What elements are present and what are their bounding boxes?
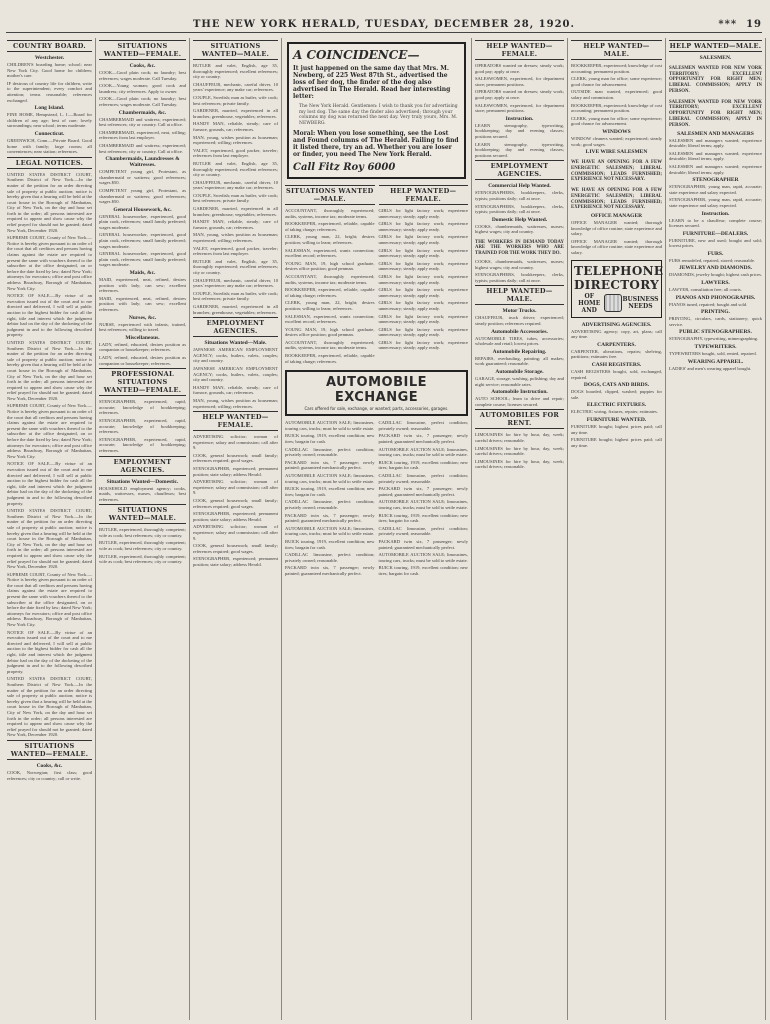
classified-ad: YOUNG MAN, 19, high school graduate, desires office position; good penman. [285, 326, 375, 338]
classified-ad: FINE HOME, Hempstead, L. I.—Board for children of any age; best of care; lovely surroundings; near school; terms moderate. [7, 112, 92, 129]
classified-ad: AUTO SCHOOL; learn to drive and repair; complete course; licenses secured. [475, 396, 564, 407]
subsection-header: Cooks, &c. [129, 63, 156, 69]
classified-ad: SALESWOMEN, experienced, for department store; permanent positions. [475, 76, 564, 87]
classified-ad: HOUSEHOLD employment agency; cooks, maids, waitresses, nurses, chauffeurs; best references. [99, 485, 186, 502]
classified-ad-caps: THE WORKERS IN DEMAND TODAY ARE THE WORKERS WHO ARE TRAINED FOR THE WORK THEY DO. [475, 239, 564, 257]
classified-ad: STENOGRAPHERS, bookkeepers, clerks, typists; positions daily; call at once. [475, 203, 564, 215]
classified-ad: SALESMEN and managers wanted; experience desirable; liberal terms; apply. [669, 150, 762, 162]
classified-ad: PIANOS tuned, repaired; bought and sold. [669, 301, 748, 307]
classified-ad: JAPANESE AMERICAN EMPLOYMENT AGENCY; cooks, butlers, valets, couples; city and country. [193, 347, 278, 364]
classified-ad: CLERK, young man, 22, bright; desires position; willing to learn; references. [285, 234, 375, 245]
subsection-header: TYPEWRITERS. [694, 344, 737, 351]
classified-ad: BUICK touring, 1919, excellent condition; new tires; bargain for cash. [378, 565, 468, 576]
classified-ad: AUTOMOBILE TIRES, tubes, accessories; wholesale and retail; lowest prices. [475, 335, 564, 347]
classified-ad: COMPETENT young girl, Protestant, as chambermaid or waitress; good references; wages $50. [99, 187, 186, 205]
telephone-book-icon [604, 294, 621, 312]
classified-ad: GIRLS for light factory work; experience unnecessary; steady; apply ready. [378, 300, 468, 311]
ad-letter: The New York Herald. Gentlemen: I wish to thank you for advertising my lost dog. The same day the finder also advertised; through your columns my dog was returned the next day. Very truly yours, Mrs. M. NEWBERG. [299, 104, 458, 126]
subsection-header: Automobile Storage. [495, 369, 544, 375]
classified-ad: BUICK touring, 1919, excellent condition; new tires; bargain for cash. [378, 512, 468, 524]
subsection-header: SALESMEN. [699, 55, 732, 61]
page-number: 19 [746, 18, 762, 30]
subsection-header: Automobile Repairing. [492, 348, 547, 355]
classified-ad: CHAMBERMAID, experienced, neat, willing; references from last employer. [99, 129, 186, 141]
section-header: HELP WANTED—FEMALE. [193, 411, 278, 431]
subsection-header: Instruction. [701, 210, 730, 217]
classified-ad: AUTOMOBILE AUCTION SALE; limousines, touring cars, trucks; must be sold to settle estate. [378, 552, 468, 563]
subsection-header: Situations Wanted—Domestic. [106, 478, 179, 485]
subsection-header: Domestic Help Wanted. [491, 216, 548, 223]
classified-ad: ADVERTISING solicitor; woman of experience; salary and commission; call after 9. [193, 434, 278, 451]
column-6 [568, 38, 666, 1020]
classified-ad: CHAUFFEUR, mechanic, careful driver, 10 years' experience; any make car; references. [193, 179, 278, 191]
classified-ad: GIRLS for light factory work; experience unnecessary; steady; apply ready. [378, 208, 468, 219]
classified-ad: COUPLE, Swedish; man as butler, wife cook; best references; private family. [193, 94, 278, 106]
classified-ad: PACKARD twin six, 7 passenger; newly painted; guaranteed mechanically perfect. [378, 433, 468, 445]
column-4 [282, 38, 472, 1020]
classified-ad: LIMOUSINES for hire by hour, day, week; careful drivers; reasonable. [475, 445, 564, 457]
stars-glyph: *** [718, 18, 738, 30]
classified-ad: JAPANESE AMERICAN EMPLOYMENT AGENCY; cooks, butlers, valets, couples; city and country. [193, 365, 278, 383]
classified-ad: BUICK touring, 1919, excellent condition; new tires; bargain for cash. [285, 433, 375, 445]
subsection-header: Nurses, &c. [128, 314, 157, 321]
column-4a [285, 183, 375, 366]
subsection-header: SALESMEN AND MANAGERS [677, 130, 754, 137]
classified-ad: BUTLER and valet, English, age 35, thoroughly experienced; excellent references; city or country. [193, 258, 278, 275]
classified-ad: COUPLE, Swedish; man as butler, wife cook; best references; private family. [193, 192, 278, 204]
subtitle-left: OF HOME AND [578, 292, 601, 314]
legal-notice: UNITED STATES DISTRICT COURT, Southern District of New York.—In the matter of the petition for an order directing sale of property at public auction; notice is hereby given that a hearing will be held at the court house in the Borough of Manhattan, City of New York, on the day and hour set forth in the order; all persons interested are required to appear and show cause why the relief prayed for should not be granted; dated New York, December 1920. [7, 171, 92, 233]
subsection-header: FURNITURE—DEALERS. [682, 230, 749, 237]
classified-ad: LADY, refined, educated, desires position as companion or housekeeper; references. [99, 341, 186, 353]
classified-ad: WINDOW cleaners wanted; experienced; steady work; good wages. [571, 135, 662, 147]
subtitle-right: BUSINESS NEEDS [622, 296, 659, 311]
classified-ad: COOK—Young woman; good cook and laundress; city references. Apply to owner. [99, 83, 186, 94]
classified-ad: CASH REGISTERS bought, sold, exchanged, repaired. [571, 369, 662, 380]
subsection-header: Westchester. [34, 55, 65, 61]
classified-ad: HANDY MAN, reliable, steady; care of furnace, grounds, car; references. [193, 121, 278, 132]
classified-ad: FURNITURE bought; highest prices paid; call any time. [571, 424, 662, 435]
section-header: SITUATIONS WANTED—MALE. [193, 40, 278, 60]
classified-ad: ADVERTISING solicitor; woman of experience; salary and commission; call after 9. [193, 524, 278, 541]
subsection-header: STENOGRAPHER [692, 177, 739, 184]
classified-ad: STENOGRAPHERS, bookkeepers, clerks, typists; positions daily; call at once. [475, 272, 564, 283]
classified-ad: LEARN stenography, typewriting, bookkeeping; day and evening classes; positions secured. [475, 122, 564, 139]
classified-ad: PACKARD twin six, 7 passenger; newly painted; guaranteed mechanically perfect. [285, 565, 375, 576]
ad-title: A COINCIDENCE— [293, 48, 420, 62]
classified-ad: AUTOMOBILE AUCTION SALE; limousines, touring cars, trucks; must be sold to settle estate. [285, 420, 375, 431]
classified-ad: COOK, general housework; small family; references required; good wages. [193, 543, 278, 554]
subsection-header: Automobile Accessories. [491, 328, 548, 335]
section-header: AUTOMOBILES FOR RENT. [475, 409, 564, 429]
subsection-header: PUBLIC STENOGRAPHERS. [679, 329, 752, 336]
subsection-header: Instruction. [505, 115, 534, 122]
subsection-header: ELECTRIC FIXTURES. [586, 402, 647, 409]
classified-ad: BOOKKEEPER, experienced, reliable, capable of taking charge; references. [285, 221, 375, 232]
section-header: SITUATIONS WANTED—FEMALE. [7, 740, 92, 760]
ad-call-to-action: Call Fitz Roy 6000 [293, 162, 396, 173]
classified-ad: VALET, experienced, good packer, traveler; references from last employer. [193, 147, 278, 159]
auto-column-right [379, 420, 469, 578]
classified-ad: CLERK, young man, 22, bright; desires position; willing to learn; references. [285, 300, 375, 311]
masthead-title: THE NEW YORK HERALD, TUESDAY, DECEMBER 28, 1920. [192, 18, 575, 30]
section-header: EMPLOYMENT AGENCIES. [193, 317, 278, 337]
classified-ad: GIRLS for light factory work; experience unnecessary; steady; apply ready. [378, 234, 468, 245]
classified-ad: GARDENER, married, experienced in all branches; greenhouse, vegetables; references. [193, 303, 278, 315]
section-header: EMPLOYMENT AGENCIES. [475, 160, 564, 180]
masthead [6, 16, 762, 33]
classified-ad: AUTOMOBILE AUCTION SALE; limousines, touring cars, trucks; must be sold to settle estate. [285, 473, 375, 484]
column-3 [190, 38, 282, 1020]
classified-ad: REPAIRS, overhauling, painting; all makes; work guaranteed; reasonable. [475, 355, 564, 367]
classified-ad: ACCOUNTANT, thoroughly experienced; audits, systems, income tax; moderate terms. [285, 339, 375, 351]
classified-ad: COUPLE, Swedish; man as butler, wife cook; best references; private family. [193, 290, 278, 302]
telephone-directory-title: TELEPHONE DIRECTORY [574, 263, 664, 292]
classified-ad: GENERAL houseworker, experienced, good plain cook, references; small family preferred; wages moderate. [99, 213, 186, 230]
classified-ad: GIRLS for light factory work; experience unnecessary; steady; apply ready. [378, 326, 468, 338]
classified-ad: CLERK, young man for office; some experience; good chance for advancement. [571, 115, 662, 127]
classified-ad: ACCOUNTANT, thoroughly experienced; audits, systems, income tax; moderate terms. [285, 208, 375, 219]
classified-ad: STENOGRAPHER, experienced; permanent position; state salary; address Herald. [193, 466, 278, 477]
classified-ad: COMPETENT young girl, Protestant, as chambermaid or waitress; good references; wages $50. [99, 169, 186, 186]
classified-ad: CADILLAC limousine, perfect condition; privately owned; reasonable. [378, 525, 468, 537]
classified-ad: BUTLER, experienced, thoroughly competent; wife as cook; best references; city or country. [99, 540, 186, 552]
classified-ad: CHAUFFEUR, truck driver; experienced; steady position; references required. [475, 315, 564, 327]
classified-ad: HANDY MAN, reliable, steady; care of furnace, grounds, car; references. [193, 384, 278, 396]
classified-ad: STENOGRAPHER, young man, rapid, accurate; state experience and salary expected. [669, 184, 762, 195]
section-header: HELP WANTED—MALE. [475, 285, 564, 305]
classified-ad: GIRLS for light factory work; experience unnecessary; steady; apply ready. [378, 339, 468, 351]
classified-ad: BOOKKEEPER, experienced; knowledge of cost accounting; permanent position. [571, 102, 662, 114]
classified-ad: SALESMAN, experienced, wants connection; excellent record; references. [285, 247, 375, 259]
classified-ad: CADILLAC limousine, perfect condition; privately owned; reasonable. [285, 446, 375, 458]
classified-ad: PACKARD twin six, 7 passenger; newly painted; guaranteed mechanically perfect. [378, 538, 468, 550]
auto-column-left [285, 420, 375, 578]
classified-ad: COOK, general housework; small family; references required; good wages. [193, 452, 278, 464]
classified-ad: STENOGRAPHER, young man, rapid, accurate; state experience and salary expected. [669, 197, 762, 208]
subsection-header: JEWELRY AND DIAMONDS. [678, 265, 753, 272]
classified-ad: LADIES' and men's wearing apparel bought. [669, 365, 752, 371]
classified-ad: CHAMBERMAID and waitress; experienced; best references; city or country. Call at office. [99, 142, 186, 154]
classified-ad: DOGS boarded, clipped, washed; puppies for sale. [571, 389, 662, 400]
classified-ad: COOK, Norwegian; first class; good references; city or country; call or write. [7, 769, 92, 781]
classified-ad: OPERATORS wanted on dresses; steady work; good pay; apply at once. [475, 63, 564, 74]
classified-ad: STENOGRAPHER, experienced; permanent position; state salary; address Herald. [193, 556, 278, 567]
telephone-directory-subtitle [574, 293, 659, 314]
classified-ad: SALESMEN and managers wanted; experience desirable; liberal terms; apply. [669, 163, 762, 175]
classified-ad: YOUNG MAN, 19, high school graduate, desires office position; good penman. [285, 260, 375, 272]
subsection-header: Commercial Help Wanted. [488, 183, 551, 190]
classified-ad: BOOKKEEPER, experienced, reliable, capable of taking charge; references. [285, 353, 375, 364]
classified-ad: OFFICE MANAGER wanted; thorough knowledge of office routine; state experience and salary. [571, 238, 662, 256]
classified-ad: CADILLAC limousine, perfect condition; privately owned; reasonable. [378, 420, 468, 431]
classified-ad: OUTSIDE man wanted, experienced; good salary and commission. [571, 89, 662, 100]
classified-ad: IF desirous of country life for children, write to the superintendent; every comfort and attention; terms reasonable; references exchanged. [7, 80, 92, 103]
classified-ad: BUTLER and valet, English, age 35, thoroughly experienced; excellent references; city or country. [193, 160, 278, 178]
classified-ad: GARAGE, storage, washing, polishing; day and night service; reasonable rates. [475, 376, 564, 387]
classified-ad: BUTLER and valet, English, age 35, thoroughly experienced; excellent references; city or country. [193, 63, 278, 80]
classified-ad: SALESWOMEN, experienced, for department store; permanent positions. [475, 102, 564, 114]
column-5 [472, 38, 568, 1020]
classified-ad: CHILDREN'S boarding home; school; near New York City. Good home for children; mother's care. [7, 62, 92, 79]
classified-ad: LEARN stenography, typewriting, bookkeeping; day and evening classes; positions secured. [475, 141, 564, 158]
classified-ad: COOK—Good plain cook; no laundry; best references; wages moderate. Call Tuesday. [99, 70, 186, 81]
classified-ad-caps: WE HAVE AN OPENING FOR A FEW ENERGETIC SALESMEN; LIBERAL COMMISSION; LEADS FURNISHED; EXPERIENCE NOT NECESSARY. [571, 187, 662, 211]
classified-ad: CHAUFFEUR, mechanic, careful driver, 10 years' experience; any make car; references. [193, 277, 278, 289]
subsection-header: Long Island. [34, 105, 65, 112]
legal-notice: UNITED STATES DISTRICT COURT, Southern District of New York.—In the matter of the petition for an order directing sale of property at public auction; notice is hereby given that a hearing will be held at the court house in the Borough of Manhattan, City of New York, on the day and hour set forth in the order; all persons interested are required to appear and show cause why the relief prayed for should not be granted; dated New York, December 1920. [7, 508, 92, 570]
classified-ad: LAWYER, consultation free; all courts. [669, 287, 742, 293]
telephone-directory-banner [571, 260, 662, 318]
ad-body: It just happened on the same day that Mrs. M. Newberg, of 225 West 87th St., advertised the loss of her dog, the finder of the dog also advertised in The Herald. Read her interesting letter: [293, 65, 451, 100]
classified-ad: FURS remodeled, repaired, stored; reasonable. [669, 257, 756, 263]
classified-ad: ACCOUNTANT, thoroughly experienced; audits, systems, income tax; moderate terms. [285, 273, 375, 285]
classified-ad: STENOGRAPHERS, bookkeepers, clerks, typists; positions daily; call at once. [475, 190, 564, 201]
classified-ad: FURNITURE, new and used; bought and sold; lowest prices. [669, 237, 762, 249]
classified-ad: GENERAL houseworker, experienced, good plain cook, references; small family preferred; wages moderate. [99, 232, 186, 249]
classified-ad: LIMOUSINES for hire by hour, day, week; careful drivers; reasonable. [475, 432, 564, 443]
classified-ad: AUTOMOBILE AUCTION SALE; limousines, touring cars, trucks; must be sold to settle estate. [378, 499, 468, 510]
automobile-exchange-banner [285, 370, 468, 416]
subsection-header: DOGS, CATS AND BIRDS. [583, 382, 650, 389]
ad-moral: Moral: When you lose something, see the Lost and Found columns of The Herald. Failing to find it listed there, try an ad. Whether you are loser or finder, you need The New York Herald. [293, 130, 459, 158]
subsection-header: WINDOWS [602, 128, 631, 135]
subsection-header: FURNITURE WANTED. [586, 417, 647, 423]
subsection-header: Miscellaneous. [125, 334, 160, 341]
classified-ad: ADVERTISING agency; copy, art, plans; call any time. [571, 328, 662, 340]
subsection-header: PRINTING. [701, 309, 730, 316]
classified-ad: ELECTRIC wiring, fixtures, repairs; estimates. [571, 409, 658, 415]
classified-ad: DIAMONDS, jewelry bought; highest cash prices. [669, 272, 763, 278]
classified-ad: CLERK, young man for office; some experience; good chance for advancement. [571, 76, 662, 87]
classified-ad: PACKARD twin six, 7 passenger; newly painted; guaranteed mechanically perfect. [285, 512, 375, 524]
banner-subtitle: Cars offered for sale, exchange, or wanted; parts, accessories, garages. [304, 406, 449, 412]
section-header: HELP WANTED—MALE. [571, 40, 662, 60]
subsection-header: WEARING APPAREL. [687, 358, 744, 365]
classified-ad: CHAUFFEUR, mechanic, careful driver, 10 years' experience; any make car; references. [193, 81, 278, 93]
section-header: SITUATIONS WANTED—FEMALE. [99, 40, 186, 60]
subsection-header: Connecticut. [34, 130, 65, 137]
classified-ad: CARPENTER, alterations, repairs; shelving, partitions; estimates free. [571, 348, 662, 360]
classified-ad: OFFICE MANAGER wanted; thorough knowledge of office routine; state experience and salary. [571, 220, 662, 237]
subsection-header: Automobile Instruction. [491, 389, 548, 396]
section-header: HELP WANTED—FEMALE. [379, 185, 469, 205]
subsection-header: Situations Wanted—Male. [204, 340, 267, 347]
classified-ad: GREENWICH, Conn.—Private Board. Good home with family; large rooms; all conveniences; near station; references. [7, 137, 92, 155]
classified-ad: STENOGRAPHER, experienced, rapid, accurate; knowledge of bookkeeping; references. [99, 436, 186, 453]
classified-ad: LADY, refined, educated, desires position as companion or housekeeper; references. [99, 354, 186, 366]
classified-ad: SALESMEN and managers wanted; experience desirable; liberal terms; apply. [669, 137, 762, 149]
classified-ad: AUTOMOBILE AUCTION SALE; limousines, touring cars, trucks; must be sold to settle estate. [378, 446, 468, 458]
legal-notice: UNITED STATES DISTRICT COURT, Southern District of New York.—In the matter of the petition for an order directing sale of property at public auction; notice is hereby given that a hearing will be held at the court house in the Borough of Manhattan, City of New York, on the day and hour set forth in the order; all persons interested are required to appear and show cause why the relief prayed for should not be granted; dated New York, December 1920. [7, 339, 92, 401]
classified-ad: PACKARD twin six, 7 passenger; newly painted; guaranteed mechanically perfect. [378, 486, 468, 497]
classified-ad: COOK—Good plain cook; no laundry; best references; wages moderate. Call Tuesday. [99, 96, 186, 107]
column-1 [4, 38, 96, 1020]
legal-notice: SUPREME COURT, County of New York.—Notice is hereby given pursuant to an order of the court that all creditors and persons having claims against the estate are required to present the same with vouchers thereof to the subscriber at the office designated, on or before the date fixed by law; dated New York; attorneys for executors; office and post office address Broadway, Borough of Manhattan, New York City. [7, 571, 92, 628]
section-header: COUNTRY BOARD. [7, 40, 92, 52]
classified-ad: MAID, experienced, neat, refined, desires position with lady; can sew; excellent references. [99, 295, 186, 312]
subsection-header: ADVERTISING AGENCIES. [581, 321, 652, 328]
classified-ad: TYPEWRITERS bought, sold, rented, repaired. [669, 351, 757, 357]
classified-ad: AUTOMOBILE AUCTION SALE; limousines, touring cars, trucks; must be sold to settle estate. [285, 525, 375, 537]
classified-ad: COOKS, chambermaids, waitresses, nurses; highest wages; city and country. [475, 223, 564, 235]
classified-ad: PRINTING, circulars, cards, stationery; quick service. [669, 316, 762, 327]
subsection-header: PIANOS AND PHONOGRAPHS. [675, 294, 756, 301]
classified-ad: MAID, experienced, neat, refined, desires position with lady; can sew; excellent references. [99, 277, 186, 294]
classified-ad: BUICK touring, 1919, excellent condition; new tires; bargain for cash. [285, 486, 375, 497]
classified-ad: BUTLER, experienced, thoroughly competent; wife as cook; best references; city or country. [99, 527, 186, 538]
classified-ad: COOKS, chambermaids, waitresses, nurses; highest wages; city and country. [475, 259, 564, 270]
classified-ad: BOOKKEEPER, experienced; knowledge of cost accounting; permanent position. [571, 63, 662, 74]
classified-ad: STENOGRAPHY, typewriting, mimeographing. [669, 336, 759, 342]
classified-ad: CADILLAC limousine, perfect condition; privately owned; reasonable. [285, 552, 375, 563]
column-7 [666, 38, 766, 1020]
classified-ad: VALET, experienced, good packer, traveler; references from last employer. [193, 245, 278, 257]
classified-ad: GIRLS for light factory work; experience unnecessary; steady; apply ready. [378, 273, 468, 285]
banner-title: AUTOMOBILE EXCHANGE [325, 375, 428, 406]
classified-ad: GENERAL houseworker, experienced, good plain cook, references; small family preferred; wages moderate. [99, 251, 186, 268]
classified-ad: BUICK touring, 1919, excellent condition; new tires; bargain for cash. [378, 459, 468, 471]
classified-ad: STENOGRAPHER, experienced, rapid, accurate; knowledge of bookkeeping; references. [99, 417, 186, 435]
classified-ad: CADILLAC limousine, perfect condition; privately owned; reasonable. [285, 499, 375, 510]
subsection-header: CASH REGISTERS. [591, 362, 642, 369]
classified-ad: OPERATORS wanted on dresses; steady work; good pay; apply at once. [475, 89, 564, 100]
classified-ad: MAN, young, wishes position as houseman; experienced; willing; references. [193, 232, 278, 244]
legal-notice: NOTICE OF SALE.—By virtue of an execution issued out of the court and to me directed and delivered, I will sell at public auction to the highest bidder for cash all the right, title and interest which the judgment debtor had on the day of the docketing of the judgment in and to the following described property. [7, 293, 92, 338]
legal-notice: NOTICE OF SALE.—By virtue of an execution issued out of the court and to me directed and delivered, I will sell at public auction to the highest bidder for cash all the right, title and interest which the judgment debtor had on the day of the docketing of the judgment in and to the following described property. [7, 461, 92, 506]
classified-ad: ADVERTISING solicitor; woman of experience; salary and commission; call after 9. [193, 479, 278, 496]
classified-ad: GIRLS for light factory work; experience unnecessary; steady; apply ready. [378, 260, 468, 272]
subsection-header: CARPENTERS. [597, 341, 636, 348]
classified-ad: COOK, general housework; small family; references required; good wages. [193, 498, 278, 509]
subsection-header: LAWYERS. [701, 280, 730, 287]
classified-ad: BOOKKEEPER, experienced, reliable, capable of taking charge; references. [285, 287, 375, 298]
classified-ad: MAN, young, wishes position as houseman; experienced; willing; references. [193, 134, 278, 146]
classified-ad: GARDENER, married, experienced in all branches; greenhouse, vegetables; references. [193, 108, 278, 119]
classified-ad: MAN, young, wishes position as houseman; experienced; willing; references. [193, 397, 278, 409]
subsection-header: Motor Trucks. [502, 308, 537, 315]
classified-ad: FURNITURE bought; highest prices paid; call any time. [571, 437, 662, 448]
subsection-header: Cooks, &c. [36, 762, 63, 769]
classified-ad: GIRLS for light factory work; experience unnecessary; steady; apply ready. [378, 247, 468, 259]
classified-ad: PACKARD twin six, 7 passenger; newly painted; guaranteed mechanically perfect. [285, 459, 375, 471]
section-header: SITUATIONS WANTED—MALE. [99, 504, 186, 524]
classified-ad: LEARN to be a chauffeur; complete course; licenses secured. [669, 217, 762, 229]
section-header: HELP WANTED—FEMALE. [475, 40, 564, 60]
section-header: PROFESSIONAL SITUATIONS WANTED—FEMALE. [99, 368, 186, 396]
subsection-header: General Housework, &c. [113, 206, 172, 213]
classified-ad-caps: SALESMEN WANTED FOR NEW YORK TERRITORY; EXCELLENT OPPORTUNITY FOR RIGHT MEN; LIBERAL COMMISSION; APPLY IN PERSON. [669, 65, 762, 94]
legal-notice: SUPREME COURT, County of New York.—Notice is hereby given pursuant to an order of the court that all creditors and persons having claims against the estate are required to present the same with vouchers thereof to the subscriber at the office designated, on or before the date fixed by law; dated New York; attorneys for executors; office and post office address Broadway, Borough of Manhattan, New York City. [7, 403, 92, 459]
classified-ad: CHAMBERMAID and waitress; experienced; best references; city or country. Call at office. [99, 116, 186, 128]
classified-ad: GIRLS for light factory work; experience unnecessary; steady; apply ready. [378, 313, 468, 325]
classified-ad: HANDY MAN, reliable, steady; care of furnace, grounds, car; references. [193, 219, 278, 230]
classified-ad: CADILLAC limousine, perfect condition; privately owned; reasonable. [378, 473, 468, 484]
subsection-header: OFFICE MANAGER [590, 213, 643, 220]
classified-ad: LIMOUSINES for hire by hour, day, week; careful drivers; reasonable. [475, 458, 564, 470]
subsection-header: Chambermaids, Laundresses & Waitresses. [105, 156, 180, 169]
classified-ad-caps: WE HAVE AN OPENING FOR A FEW ENERGETIC SALESMEN; LIBERAL COMMISSION; LEADS FURNISHED; EXPERIENCE NOT NECESSARY. [571, 159, 662, 183]
classified-ad: STENOGRAPHER, experienced, rapid, accurate; knowledge of bookkeeping; references. [99, 399, 186, 416]
masthead-page [682, 19, 762, 30]
legal-notice: SUPREME COURT, County of New York.—Notice is hereby given pursuant to an order of the court that all creditors and persons having claims against the estate are required to present the same with vouchers thereof to the subscriber at the office designated, on or before the date fixed by law; dated New York; attorneys for executors; office and post office address Broadway, Borough of Manhattan, New York City. [7, 235, 92, 291]
classified-ad: GIRLS for light factory work; experience unnecessary; steady; apply ready. [378, 221, 468, 232]
legal-notice: UNITED STATES DISTRICT COURT, Southern District of New York.—In the matter of the petition for an order directing sale of property at public auction; notice is hereby given that a hearing will be held at the court house in the Borough of Manhattan, City of New York, on the day and hour set forth in the order; all persons interested are required to appear and show cause why the relief prayed for should not be granted; dated New York, December 1920. [7, 676, 92, 738]
subsection-header: LIVE WIRE SALESMEN [585, 149, 648, 156]
section-header: LEGAL NOTICES. [7, 157, 92, 169]
coincidence-advertisement [287, 42, 466, 179]
classified-ad: STENOGRAPHER, experienced; permanent position; state salary; address Herald. [193, 511, 278, 522]
classified-ad: SALESMAN, experienced, wants connection; excellent record; references. [285, 313, 375, 325]
section-header: SITUATIONS WANTED—MALE. [285, 187, 374, 203]
classified-ad: NURSE, experienced with infants, trained, best references; willing to travel. [99, 321, 186, 333]
classified-ad: BUTLER, experienced, thoroughly competent; wife as cook; best references; city or country. [99, 553, 186, 565]
classified-ad: GIRLS for light factory work; experience unnecessary; steady; apply ready. [378, 287, 468, 298]
section-header: HELP WANTED—MALE. [669, 42, 762, 50]
column-4b [379, 183, 469, 366]
classified-ad: BUICK touring, 1919, excellent condition; new tires; bargain for cash. [285, 538, 375, 550]
classified-ad-caps: SALESMEN WANTED FOR NEW YORK TERRITORY; EXCELLENT OPPORTUNITY FOR RIGHT MEN; LIBERAL COMMISSION; APPLY IN PERSON. [669, 99, 762, 128]
classified-ad: GARDENER, married, experienced in all branches; greenhouse, vegetables; references. [193, 206, 278, 217]
subsection-header: Maids, &c. [129, 270, 156, 277]
section-header: EMPLOYMENT AGENCIES. [99, 456, 186, 476]
legal-notice: NOTICE OF SALE.—By virtue of an execution issued out of the court and to me directed and delivered, I will sell at public auction to the highest bidder for cash all the right, title and interest which the judgment debtor had on the day of the docketing of the judgment in and to the following described property. [7, 629, 92, 674]
subsection-header: FURS. [707, 250, 724, 257]
subsection-header: Chambermaids, &c. [118, 109, 167, 116]
column-2 [96, 38, 190, 1020]
